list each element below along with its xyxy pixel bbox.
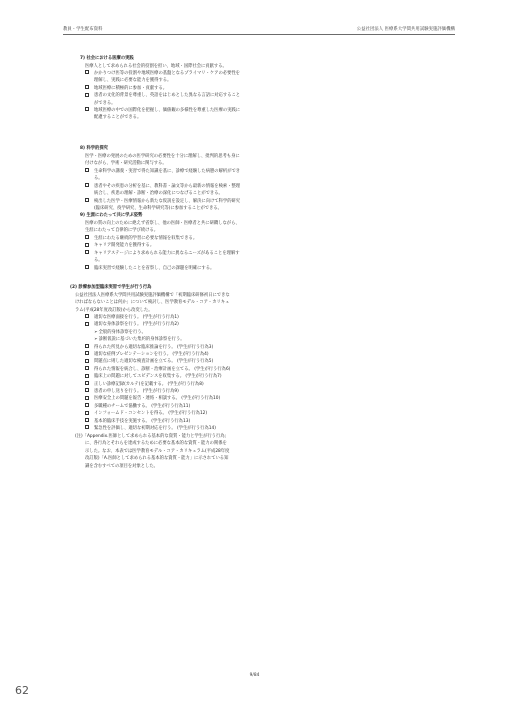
list-item-continuation: ができる。	[94, 100, 116, 106]
list-item	[85, 314, 230, 321]
section-9-list	[85, 235, 240, 272]
header-rule	[63, 34, 455, 35]
intro-line: 付けながら、学術・研究活動に関与する。	[85, 161, 167, 167]
checkbox-icon	[85, 388, 89, 392]
list-item-text: 臨床上の問題に対してエビデンスを収集する。 (学生が行う行為7)	[94, 374, 222, 380]
list-item	[85, 395, 230, 402]
checkbox-icon	[85, 243, 89, 247]
list-item-text: 地域医療の中での国際化を把握し、価値観の多様性を尊重した医療の実践に	[94, 108, 241, 114]
checkbox-icon	[85, 85, 89, 89]
list-item-continuation: 統合し、疾患の理解・診断・治療の深化につなげることができる。	[94, 191, 223, 197]
list-item	[85, 351, 230, 358]
section-2-note	[75, 433, 229, 470]
sub-list-item	[85, 329, 230, 336]
section-7-heading: 7) 社会における医療の実践	[80, 56, 134, 61]
list-item	[85, 344, 230, 351]
list-item-text: 多職種のチームで協働する。 (学生が行う行為11)	[94, 403, 191, 409]
list-item	[85, 198, 240, 205]
page-number: 9/84	[249, 673, 260, 678]
note-line: に、各行為とそれらを達成するために必要な基本的な資質・能力の関係を	[85, 441, 227, 447]
list-item-text: 基本的臨床手技を実施する。 (学生が行う行為13)	[94, 418, 191, 424]
checkbox-icon	[85, 314, 89, 318]
header-right: 公益社団法人 医療系大学間共用試験実施評価機構	[356, 27, 455, 32]
list-item	[85, 358, 230, 365]
list-item	[85, 366, 230, 373]
list-item-text: 適切な医療面接を行う。 (学生が行う行為1)	[94, 315, 179, 320]
note-line: 識を含むすべての項目を対象とした。	[85, 463, 158, 469]
list-item-text: 臨床実習で経験したことを省察し、自己の課題を明確にする。	[94, 265, 215, 271]
intro-line: ければならないことは何か」について検討し、医学教育モデル・コア・カリキュ	[75, 300, 230, 306]
printed-page-number: 62	[15, 684, 29, 697]
list-item-text: 問題点に則した適切な検査計画を立てる。 (学生が行う行為5)	[94, 359, 214, 365]
list-item	[85, 107, 240, 114]
intro-line: 生涯にわたって自律的に学び続ける。	[85, 228, 159, 234]
list-item-text: 医療安全上の問題を報告・連絡・相談する。 (学生が行う行為10)	[94, 396, 221, 402]
list-item	[85, 321, 230, 328]
list-item	[85, 168, 240, 175]
section-8-list	[85, 168, 240, 212]
checkbox-icon	[85, 265, 89, 269]
list-item	[85, 381, 230, 388]
intro-line: 医学・医療の発展のための医学研究の必要性を十分に理解し、批判的思考も身に	[85, 154, 240, 159]
intro-line: 公益社団法人医療系大学間共用試験実施評価機構で「初期臨床研修初日にできな	[75, 293, 230, 298]
list-item-text: 得られた所見から適切な臨床推論を行う。 (学生が行う行為3)	[94, 344, 214, 350]
list-item	[85, 183, 240, 190]
sub-list-item	[85, 336, 230, 343]
list-item-continuation: 配慮することができる。	[94, 115, 142, 121]
checkbox-icon	[85, 183, 89, 187]
section-2-intro	[75, 292, 230, 314]
list-item	[85, 250, 240, 257]
list-item-text: 適切な身体診察を行う。 (学生が行う行為2)	[94, 322, 179, 328]
checkbox-icon	[85, 344, 89, 348]
checkbox-icon	[85, 396, 89, 400]
list-item-text: 生涯にわたる継続的学習に必要な情報を収集できる。	[94, 236, 198, 241]
section-2-heading: (2) 診療参加型臨床実習で学生が行う行為	[70, 285, 152, 290]
checkbox-icon	[85, 359, 89, 363]
list-item-text: 診断仮説に基づいた集約的身体診察を行う。	[98, 337, 185, 343]
checkbox-icon	[85, 168, 89, 172]
checkbox-icon	[85, 322, 89, 326]
list-item-text: インフォームド・コンセントを得る。 (学生が行う行為12)	[94, 411, 208, 417]
list-item-text: 得られた情報を統合し、診断・治療計画を立てる。 (学生が行う行為6)	[94, 366, 231, 372]
checkbox-icon	[85, 107, 89, 111]
section-9-intro	[85, 220, 240, 235]
checkbox-icon	[85, 70, 89, 74]
list-item-continuation: (臨床研究、疫学研究、生命科学研究等)に参加することができる。	[94, 206, 222, 212]
list-item-text: キャリアステージにより求められる能力に異なるニーズがあることを理解す	[94, 250, 240, 256]
checkbox-icon	[85, 235, 89, 239]
list-item	[85, 85, 240, 92]
list-item-text: 適切な症例プレゼンテーションを行う。 (学生が行う行為4)	[94, 352, 209, 358]
header-left: 教員・学生配布資料	[63, 27, 103, 32]
list-item	[85, 410, 230, 417]
arrow-bullet-icon: ➢	[94, 337, 98, 343]
list-item	[85, 92, 240, 99]
list-item	[85, 388, 230, 395]
list-item-text: 患者の文化的背景を尊重し、英語をはじめとした異なる言語に対応すること	[94, 93, 241, 99]
checkbox-icon	[85, 418, 89, 422]
checkbox-icon	[85, 381, 89, 385]
list-item-continuation: 理解し、実践に必要な能力を獲得する。	[94, 78, 172, 84]
checkbox-icon	[85, 374, 89, 378]
list-item-text: 正しい診療記録(カルテ)を記載する。 (学生が行う行為8)	[94, 381, 204, 387]
list-item-text: かかりつけ医等の役割や地域医療の基盤となるプライマリ・ケアの必要性を	[94, 71, 240, 76]
list-item-text: 検出した医学・医療情報から新たな仮説を設定し、解決に向けて科学的研究	[94, 198, 241, 204]
arrow-bullet-icon: ➢	[94, 329, 98, 335]
checkbox-icon	[85, 351, 89, 355]
checkbox-icon	[85, 250, 89, 254]
note-line: 示した。なお、本表では医学教育モデル・コア・カリキュラム(平成28年度	[85, 448, 230, 454]
list-item	[85, 403, 230, 410]
list-item-text: 全般的身体診察を行う。	[98, 329, 146, 335]
list-item	[85, 242, 240, 249]
section-7-list	[85, 70, 240, 122]
section-2-list	[85, 314, 230, 433]
list-item-continuation: る。	[94, 176, 103, 182]
list-item	[85, 265, 240, 272]
note-line: 改訂版)「A.医師として求められる基本的な資質・能力」に示されている知	[85, 456, 229, 462]
list-item-text: 地域医療に積極的に参加・貢献する。	[94, 85, 168, 91]
list-item-text: 患者やその疾患の分析を基に、教科書・論文等から最新の情報を検索・整理	[94, 183, 241, 189]
note-line: (注)「Appendix.医師として求められる基本的な資質・能力と学生が行う行為」	[75, 434, 229, 439]
list-item-continuation: る。	[94, 258, 103, 264]
list-item-text: 緊急性を評価し、適切な初期対応を行う。 (学生が行う行為14)	[94, 426, 216, 432]
list-item-text: 生命科学の講義・実習で得た知識を基に、診療で経験した病態の解析ができ	[94, 169, 241, 174]
section-7-intro: 医療人として求められる社会的役割を担い、地域・国際社会に貢献する。	[85, 64, 227, 69]
checkbox-icon	[85, 366, 89, 370]
checkbox-icon	[85, 93, 89, 97]
intro-line: ラム(平成28年度改訂版)から改変した。	[75, 307, 153, 313]
list-item	[85, 418, 230, 425]
section-8-intro	[85, 153, 240, 168]
list-item	[85, 235, 240, 242]
checkbox-icon	[85, 411, 89, 415]
list-item	[85, 373, 230, 380]
section-8-heading: 8) 科学的探究	[80, 146, 108, 151]
section-9-heading: 9) 生涯にわたって共に学ぶ姿勢	[80, 213, 143, 218]
intro-line: 医療の質の向上のために絶えず省察し、他の医師・医療者と共に研鑽しながら、	[85, 221, 240, 226]
checkbox-icon	[85, 425, 89, 429]
list-item-text: 患者の申し送りを行う。 (学生が行う行為9)	[94, 389, 179, 395]
list-item	[85, 70, 240, 77]
list-item	[85, 425, 230, 432]
checkbox-icon	[85, 403, 89, 407]
list-item-text: キャリア開発能力を獲得する。	[94, 243, 155, 249]
checkbox-icon	[85, 198, 89, 202]
